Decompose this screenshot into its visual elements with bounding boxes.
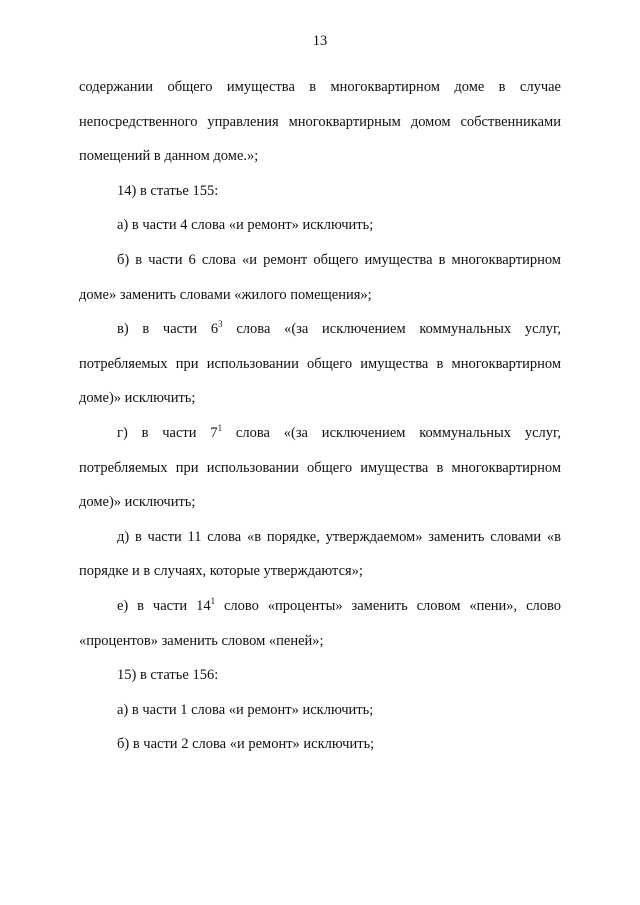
paragraph-text: в) в части 6 xyxy=(117,321,219,338)
superscript: 1 xyxy=(217,422,223,433)
paragraph-item-14g xyxy=(79,416,561,520)
paragraph-item-14a: а) в части 4 слова «и ремонт» исключить; xyxy=(117,217,374,234)
paragraph-item-14d: д) в части 11 слова «в порядке, утверждаемом» заменить словами «в порядке и в случаях, которые утверждаются»; xyxy=(79,528,561,580)
paragraph-item-14: 14) в статье 155: xyxy=(117,182,219,199)
superscript: 1 xyxy=(210,595,216,606)
paragraph-text: г) в части 7 xyxy=(117,424,218,441)
document-body xyxy=(79,70,561,762)
paragraph-text: е) в части 14 xyxy=(117,597,211,614)
paragraph-text: слово «проценты» заменить словом «пени», слово «процентов» заменить словом «пеней»; xyxy=(79,597,561,649)
paragraph-text: слова «(за исключением коммунальных услуг, потребляемых при использовании общего имущества в многоквартирном доме)» исключить; xyxy=(79,321,561,407)
paragraph-item-14e xyxy=(79,589,561,658)
paragraph-item-14v xyxy=(79,312,561,416)
superscript: 3 xyxy=(218,319,223,330)
paragraph-item-15b: б) в части 2 слова «и ремонт» исключить; xyxy=(117,736,375,753)
paragraph-text: слова «(за исключением коммунальных услуг, потребляемых при использовании общего имущества в многоквартирном доме)» исключить; xyxy=(79,424,561,511)
paragraph-item-15a: а) в части 1 слова «и ремонт» исключить; xyxy=(117,701,374,718)
paragraph-item-15: 15) в статье 156: xyxy=(117,667,219,684)
paragraph-item-14b: б) в части 6 слова «и ремонт общего имущества в многоквартирном доме» заменить словами «жилого помещения»; xyxy=(79,251,561,303)
page-number: 13 xyxy=(312,33,328,49)
paragraph-continuation: содержании общего имущества в многоквартирном доме в случае непосредственного управления многоквартирным домом собственниками помещений в данном доме.»; xyxy=(79,79,561,165)
